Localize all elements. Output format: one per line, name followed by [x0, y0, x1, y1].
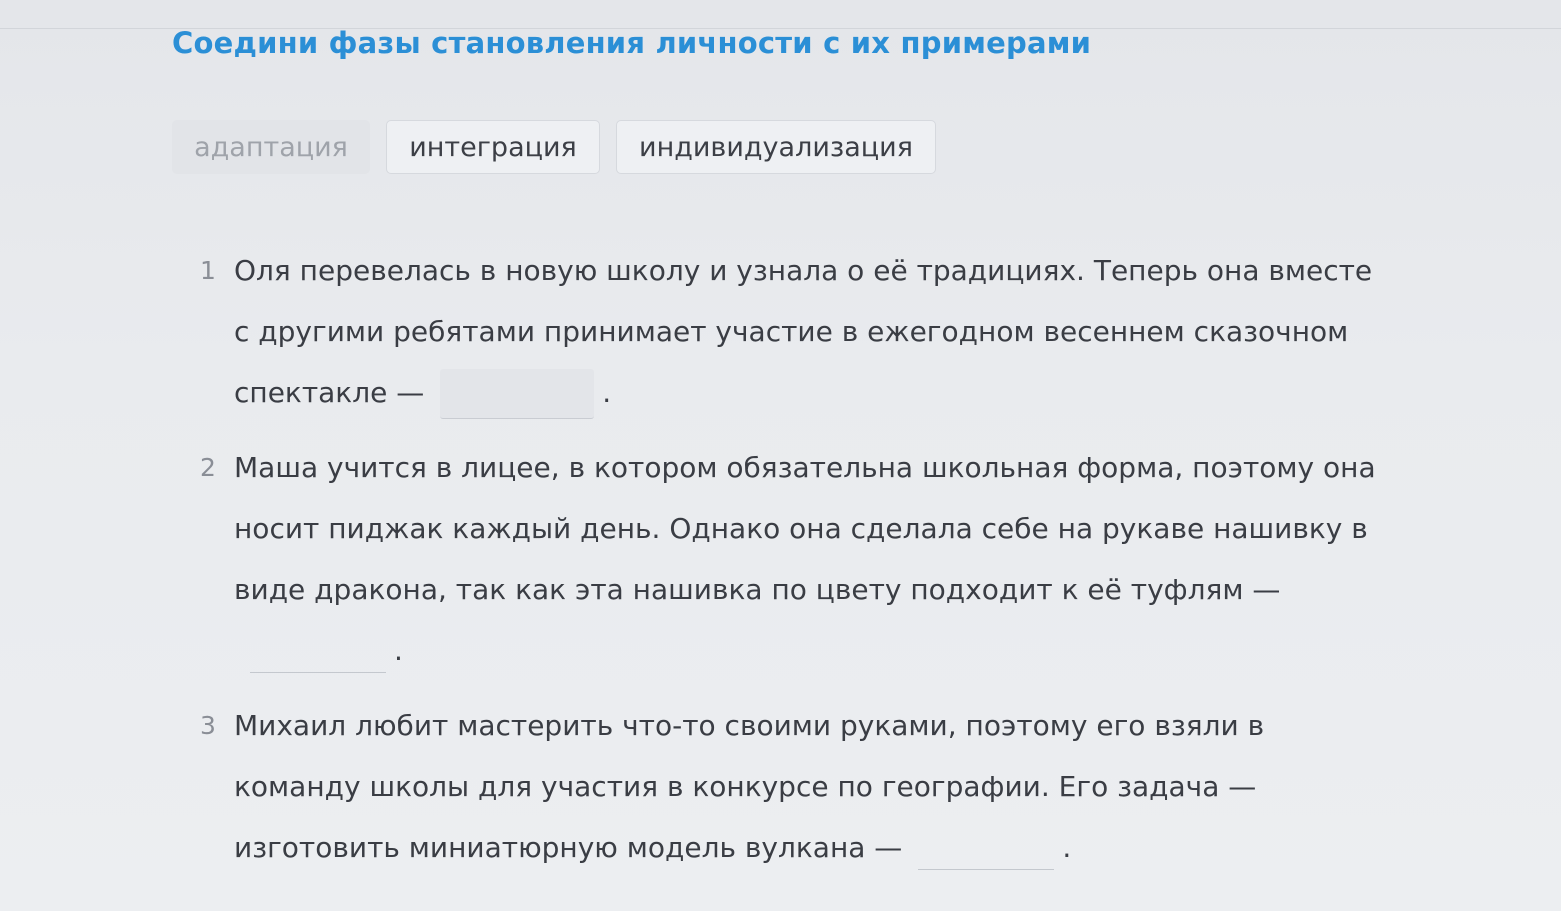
question-item	[196, 695, 1376, 878]
question-body: Маша учится в лицее, в котором обязательна школьная форма, поэтому она носит пиджак каждый день. Однако она сделала себе на рукаве нашивку в виде дракона, так как эта нашивка по цвету подходит к её туфлям —	[234, 451, 1376, 606]
option-chip-adaptation[interactable]: адаптация	[172, 120, 370, 174]
question-text	[234, 695, 1376, 878]
question-end: .	[1062, 831, 1072, 864]
option-chip-individualization[interactable]: индивидуализация	[616, 120, 936, 174]
question-end: .	[394, 634, 403, 667]
question-body: Оля перевелась в новую школу и узнала о её традициях. Теперь она вместе с другими ребятами принимает участие в ежегодном весеннем сказочном спектакле —	[234, 254, 1373, 409]
task-title: Соедини фазы становления личности с их примерами	[172, 26, 1092, 60]
answer-blank[interactable]	[250, 631, 386, 673]
question-number: 1	[200, 256, 216, 285]
answer-options	[172, 120, 936, 174]
question-item	[196, 437, 1376, 681]
answer-blank[interactable]	[440, 369, 594, 419]
question-number: 2	[200, 453, 216, 482]
questions-list	[196, 240, 1376, 892]
answer-blank[interactable]	[918, 828, 1054, 870]
option-chip-integration[interactable]: интеграция	[386, 120, 600, 174]
question-body: Михаил любит мастерить что-то своими руками, поэтому его взяли в команду школы для участия в конкурсе по географии. Его задача — изготовить миниатюрную модель вулкана —	[234, 709, 1265, 864]
question-end: .	[602, 376, 612, 409]
question-item	[196, 240, 1376, 423]
question-text	[234, 240, 1376, 423]
question-text	[234, 437, 1376, 681]
question-number: 3	[200, 711, 216, 740]
